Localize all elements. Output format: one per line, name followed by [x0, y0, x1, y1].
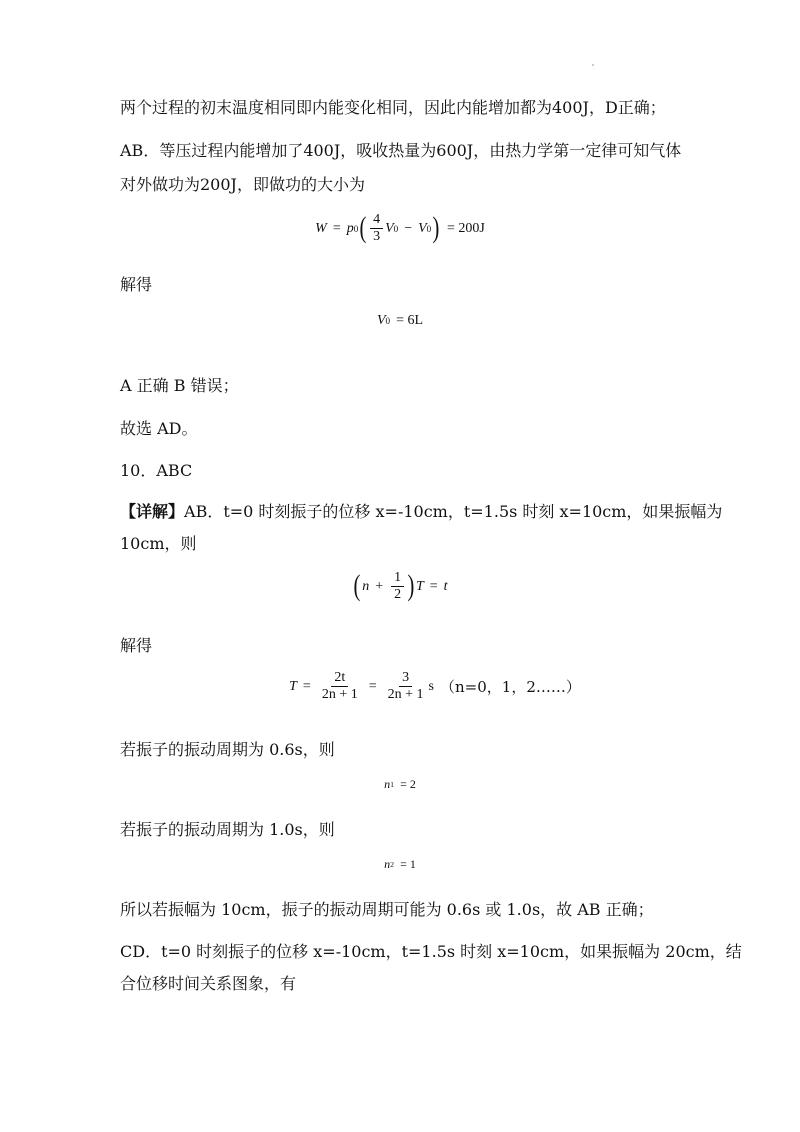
equation-period-condition — [0, 570, 800, 603]
eq-work-v-sub: 0 — [393, 223, 399, 234]
eq-cond-frac-den: 2 — [394, 587, 402, 603]
text-line-8-rest: AB．t=0 时刻振子的位移 x=-10cm，t=1.5s 时刻 x=10cm，如果振幅为 — [184, 502, 723, 521]
eq-work-v: V — [385, 220, 394, 236]
eq-volume-rhs: = 6L — [396, 313, 424, 328]
eq-cond-equals: = — [429, 578, 438, 594]
text-line-10: 解得 — [120, 636, 153, 655]
eq-period-f1-num: 2t — [331, 670, 348, 687]
text-line-1: 两个过程的初末温度相同即内能变化相同，因此内能增加都为400J，D正确； — [120, 98, 666, 117]
eq-period-T: T — [289, 678, 297, 694]
text-line-8 — [120, 500, 722, 524]
eq-volume-v: V — [376, 313, 386, 328]
eq-cond-paren-open: ( — [353, 569, 361, 602]
eq-work-frac-num: 4 — [370, 212, 383, 229]
eq-n1-rhs: = 2 — [400, 777, 416, 791]
eq-work-p-sub: 0 — [353, 223, 359, 234]
text-line-7: 10．ABC — [120, 461, 193, 480]
eq-n2-sub: 2 — [390, 860, 395, 869]
eq-n2-rhs: = 1 — [400, 857, 416, 871]
equation-period — [0, 670, 800, 703]
text-line-12: 若振子的振动周期为 1.0s，则 — [120, 820, 335, 839]
eq-cond-frac-num: 1 — [391, 570, 404, 587]
text-line-3: 对外做功为200J，即做功的大小为 — [120, 175, 365, 194]
text-line-4: 解得 — [120, 275, 153, 294]
eq-volume-sub: 0 — [385, 316, 391, 326]
eq-cond-plus: + — [375, 578, 384, 594]
eq-work-v2: V — [418, 220, 427, 236]
eq-n1-sub: 1 — [390, 780, 395, 789]
eq-cond-T: T — [415, 578, 424, 594]
eq-work-p: p — [346, 220, 354, 236]
detail-bracket-label: 【详解】 — [120, 502, 185, 521]
text-line-6: 故选 AD。 — [120, 419, 198, 438]
eq-period-f1-den: 2n + 1 — [321, 687, 358, 703]
eq-period-note: （n=0，1，2……） — [440, 678, 581, 697]
eq-work-fraction — [370, 212, 383, 245]
eq-work-rhs: = 200J — [447, 220, 485, 236]
text-line-14: CD．t=0 时刻振子的位移 x=-10cm，t=1.5s 时刻 x=10cm，如果振幅为 20cm，结 — [120, 942, 742, 961]
eq-work-frac-den: 3 — [373, 229, 381, 245]
eq-work-equals: = — [332, 220, 341, 236]
text-line-13: 所以若振幅为 10cm，振子的振动周期可能为 0.6s 或 1.0s，故 AB 正确； — [120, 900, 654, 919]
text-line-2: AB．等压过程内能增加了400J，吸收热量为600J，由热力学第一定律可知气体 — [120, 141, 682, 160]
eq-period-fraction-1 — [319, 670, 361, 703]
eq-period-fraction-2 — [385, 670, 427, 703]
eq-period-f2-den: 2n + 1 — [387, 687, 424, 703]
equation-n2 — [0, 857, 800, 872]
eq-cond-t: t — [443, 578, 448, 594]
eq-work-v2-sub: 0 — [426, 223, 432, 234]
text-line-15: 合位移时间关系图象，有 — [120, 974, 297, 993]
equation-work — [0, 212, 800, 245]
eq-period-f2-num: 3 — [399, 670, 412, 687]
eq-n1-n: n — [384, 777, 391, 791]
scan-dot — [592, 64, 594, 66]
text-line-9: 10cm，则 — [120, 534, 197, 553]
eq-cond-n: n — [362, 578, 370, 594]
eq-cond-fraction — [391, 570, 404, 603]
eq-work-paren-close: ) — [432, 211, 440, 244]
eq-work-minus: − — [404, 220, 413, 236]
eq-period-eq2: = — [368, 678, 377, 694]
equation-n1 — [0, 777, 800, 792]
eq-period-unit: s — [428, 678, 434, 694]
equation-volume — [0, 313, 800, 329]
eq-work-paren-open: ( — [359, 211, 367, 244]
eq-period-eq1: = — [302, 678, 311, 694]
text-line-11: 若振子的振动周期为 0.6s，则 — [120, 740, 335, 759]
eq-n2-n: n — [384, 857, 391, 871]
eq-cond-paren-close: ) — [407, 569, 415, 602]
eq-work-lhs: W — [315, 220, 327, 236]
text-line-5: A 正确 B 错误； — [120, 376, 239, 395]
